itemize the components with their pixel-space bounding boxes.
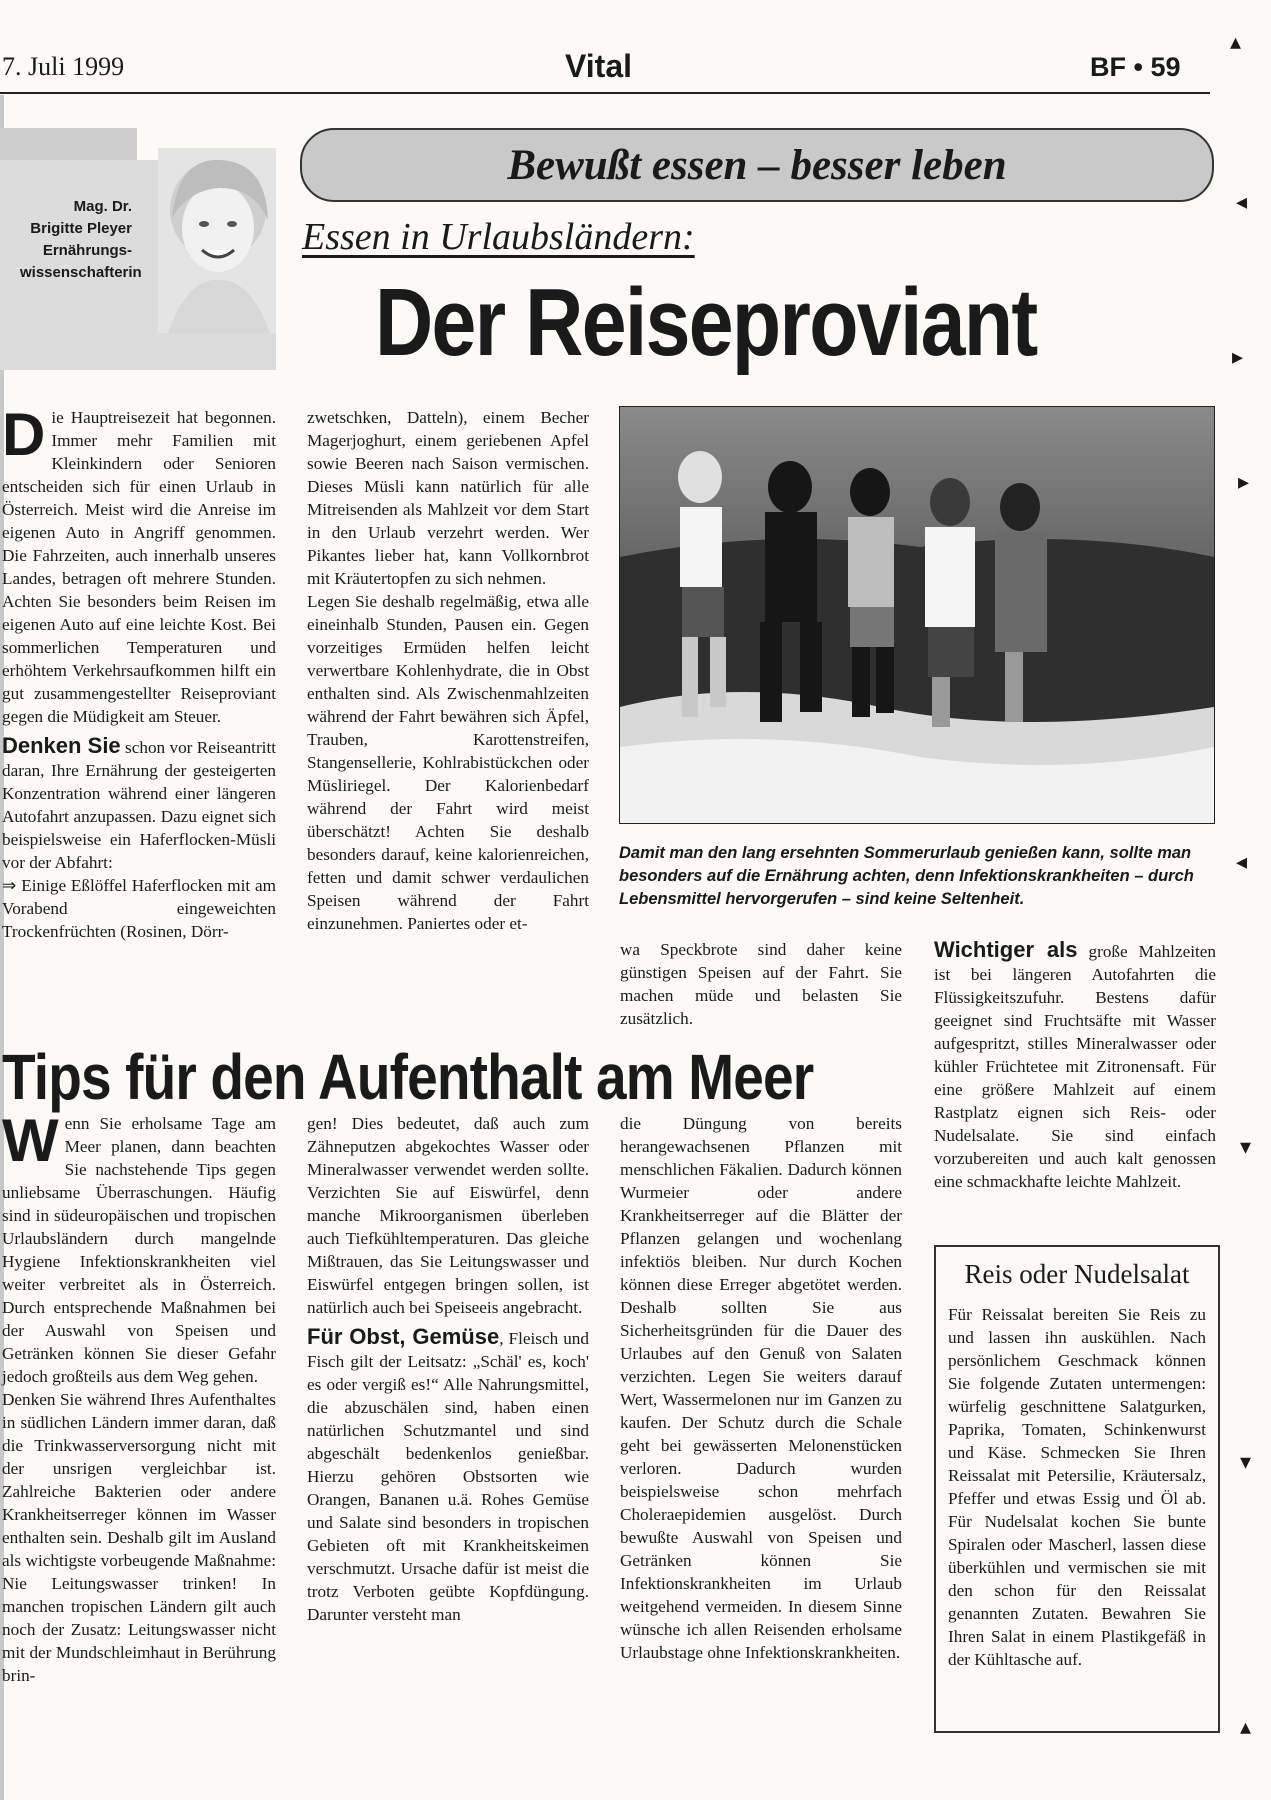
author-role-2: wissenschafterin — [20, 264, 142, 281]
paragraph: Wichtiger als große Mahlzeiten ist bei längeren Autofahrten die Flüssigkeitszufuhr. Bestens dafür geeignet sind Fruchtsäfte mit Wasser aufgespritzt, stilles Mineralwasser oder kühler Früchtetee mit Zitronensaft. Für eine größere Mahlzeit auf einem Rastplatz eignen sich Reis- oder Nudelsalate. Sie sind einfach vorzubereiten und auch kalt genossen eine schmackhafte leichte Mahlzeit. — [934, 937, 1216, 1191]
author-name: Brigitte Pleyer — [30, 220, 132, 237]
page-number: BF • 59 — [1090, 52, 1181, 82]
tips-headline: Tips für den Aufenthalt am Meer — [2, 1041, 814, 1113]
paragraph: Legen Sie deshalb regelmäßig, etwa alle eineinhalb Stunden, Pausen ein. Gegen vorzeitiges Ermüden helfen leicht verwertbare Kohlenhydrate, die in Obst enthalten sind. Als Zwischenmahlzeiten während der Fahrt bewähren sich Äpfel, Trauben, Karottenstreifen, Stangensellerie, Kohlrabistückchen oder Müsliriegel. Der Kalorienbedarf während der Fahrt wird meist überschätzt! Achten Sie deshalb besonders darauf, keine kalorienreichen, fetten und damit schwer verdaulichen Speisen während der Fahrt einzunehmen. Paniertes oder et- — [307, 592, 589, 933]
article-column-2 — [307, 406, 589, 935]
paragraph: zwetschken, Datteln), einem Becher Magerjoghurt, einem geriebenen Apfel sowie Beeren nach Saison vermischen. Dieses Müsli kann natürlich für alle Mitreisenden als Mahlzeit vor dem Start in den Urlaub verzehrt werden. Wer Pikantes lieber hat, kann Vollkornbrot mit Kräutertopfen zu sich nehmen. — [307, 408, 589, 588]
scan-mark: ◂ — [1236, 850, 1248, 875]
drop-cap: W — [2, 1107, 59, 1174]
photo-caption: Damit man den lang ersehnten Sommerurlaub genießen kann, sollte man besonders auf die Ernährung achten, denn Infektionskrankheiten – durch Lebensmittel hervorgerufen – sind keine Seltenheit. — [619, 844, 1194, 908]
article-column-4 — [934, 938, 1216, 1193]
paragraph: enn Sie erholsame Tage am Meer planen, dann beachten Sie nachstehende Tips gegen unliebsame Überraschungen. Häufig sind in südeuropäischen und tropischen Urlaubsländern durch mangelnde Hygiene Infektionskrankheiten viel weiter verbreitet als in Österreich. Durch entsprechende Maßnahmen bei der Auswahl von Speisen und Getränken können Sie dieser Gefahr jedoch großteils aus dem Weg gehen. — [2, 1114, 276, 1386]
recipe-box — [934, 1245, 1220, 1733]
scan-mark: ▸ — [1232, 345, 1244, 370]
author-credit — [20, 196, 142, 284]
article-kicker: Essen in Urlaubsländern: — [302, 216, 695, 258]
run-in-lead: Denken Sie — [2, 733, 121, 758]
article-column-1 — [2, 401, 276, 943]
scan-mark: ▾ — [1240, 1450, 1252, 1475]
paragraph: ie Hauptreisezeit hat begonnen. Immer mehr Familien mit Kleinkindern oder Senioren entscheiden sich für einen Urlaub in Österreich. Meist wird die Anreise im eigenen Auto in Angriff genommen. Die Fahrzeiten, auch innerhalb unseres Landes, betragen oft mehrere Stunden. Achten Sie besonders beim Reisen im eigenen Auto auf eine leichte Kost. Bei sommerlichen Temperaturen und erhöhtem Verkehrsaufkommen hilft ein gut zusammengestellter Reiseproviant gegen die Müdigkeit am Steuer. — [2, 408, 276, 726]
drop-cap: D — [2, 401, 46, 468]
recipe-box-title: Reis oder Nudelsalat — [964, 1259, 1190, 1289]
author-bar — [0, 128, 137, 160]
paragraph: Für Obst, Gemüse, Fleisch und Fisch gilt der Leitsatz: „Schäl' es, koch' es oder vergiß es!“ Alle Nahrungsmittel, die abzuschälen sind, haben einen natürlichen Schutzmantel und sind abgeschält bedenkenlos genießbar. Hierzu gehören Obstsorten wie Orangen, Bananen u.ä. Rohes Gemüse und Salate sind besonders in tropischen Gebieten oft mit Krankheitskeimen verschmutzt. Ursache dafür ist meist die trotz Verboten geübte Kopfdüngung. Darunter versteht man — [307, 1324, 589, 1624]
series-banner: Bewußt essen – besser leben — [300, 128, 1214, 202]
paragraph: ⇒ Einige Eßlöffel Haferflocken mit am Vorabend eingeweichten Trockenfrüchten (Rosinen, Dörr- — [2, 876, 276, 941]
tips-column-2 — [307, 1112, 589, 1626]
recipe-box-body: Für Reissalat bereiten Sie Reis zu und lassen ihn auskühlen. Nach persönlichem Geschmack können Sie folgende Zutaten untermengen: würfelig geschnittene Salatgurken, Paprika, Tomaten, Schinkenwurst und Käse. Schmecken Sie Ihren Reissalat mit Petersilie, Kräutersalz, Pfeffer und etwas Essig und Öl ab. Für Nudelsalat kochen Sie bunte Spiralen oder Mascherl, lassen diese überkühlen und vermischen sie mit den schon für den Reissalat genannten Zutaten. Bewahren Sie Ihren Salat in einem Plastikgefäß in der Kühltasche auf. — [948, 1305, 1206, 1669]
tips-column-3 — [620, 1112, 902, 1664]
section-title: Vital — [565, 48, 632, 84]
scan-mark: ◂ — [1236, 190, 1248, 215]
paragraph: Denken Sie schon vor Reiseantritt daran, Ihre Ernährung der gesteigerten Konzentration während einer längeren Autofahrt anzupassen. Dazu eignet sich beispielsweise ein Haferflocken-Müsli vor der Abfahrt: — [2, 733, 276, 872]
article-headline: Der Reiseproviant — [375, 269, 1037, 376]
paragraph: wa Speckbrote sind daher keine günstigen Speisen auf der Fahrt. Sie machen müde und belasten Sie zusätzlich. — [620, 940, 902, 1028]
run-in-lead: Wichtiger als — [934, 937, 1078, 962]
author-title: Mag. Dr. — [73, 198, 132, 215]
header-rule — [0, 92, 1210, 94]
beach-photo — [619, 406, 1215, 824]
article-column-3 — [620, 938, 902, 1030]
scan-mark: ▴ — [1240, 1715, 1252, 1740]
tips-column-1 — [2, 1107, 276, 1687]
scan-mark: ▾ — [1240, 1135, 1252, 1160]
author-portrait — [158, 148, 276, 333]
paragraph: Denken Sie während Ihres Aufenthaltes in südlichen Ländern immer daran, daß die Trinkwasserversorgung nicht mit der unsrigen vergleichbar ist. Zahlreiche Bakterien oder andere Krankheitserreger können im Wasser enthalten sein. Deshalb gilt im Ausland als wichtigste vorbeugende Maßnahme: Nie Leitungswasser trinken! In manchen tropischen Ländern gilt auch noch der Zusatz: Leitungswasser nicht mit der Mundschleimhaut in Berührung brin- — [2, 1390, 276, 1685]
paragraph: gen! Dies bedeutet, daß auch zum Zähneputzen abgekochtes Wasser oder Mineralwasser verwendet werden sollte. Verzichten Sie auf Eiswürfel, denn manche Mikroorganismen überleben auch Tiefkühltemperaturen. Das gleiche Mißtrauen, das Sie Leitungswasser und Eiswürfel entgegen bringen sollen, ist natürlich auch bei Speiseeis angebracht. — [307, 1114, 589, 1317]
scan-mark: ▸ — [1238, 470, 1250, 495]
paragraph: die Düngung von bereits herangewachsenen Pflanzen mit menschlichen Fäkalien. Dadurch können Wurmeier oder andere Krankheitserreger auf die Blätter der Pflanzen gelangen und wochenlang infektiös bleiben. Nur durch Kochen können diese Erreger abgetötet werden. Deshalb sollten Sie aus Sicherheitsgründen für die Dauer des Urlaubes auf den Genuß von Salaten verzichten. Legen Sie weiters darauf Wert, Wassermelonen nur im Ganzen zu kaufen. Der Schutz durch die Schale geht bei gewässerten Melonenstücken verloren. Dadurch wurden beispielsweise schon mehrfach Choleraepidemien ausgelöst. Durch bewußte Auswahl von Speisen und Getränken können Sie Infektionskrankheiten im Urlaub weitgehend vermeiden. In diesem Sinne wünsche ich allen Reisenden erholsame Urlaubstage ohne Infektionskrankheiten. — [620, 1114, 902, 1662]
issue-date: 7. Juli 1999 — [2, 52, 125, 81]
scan-mark: ▴ — [1230, 30, 1242, 55]
run-in-lead: Für Obst, Gemüse — [307, 1324, 500, 1349]
author-role-1: Ernährungs- — [42, 242, 132, 259]
